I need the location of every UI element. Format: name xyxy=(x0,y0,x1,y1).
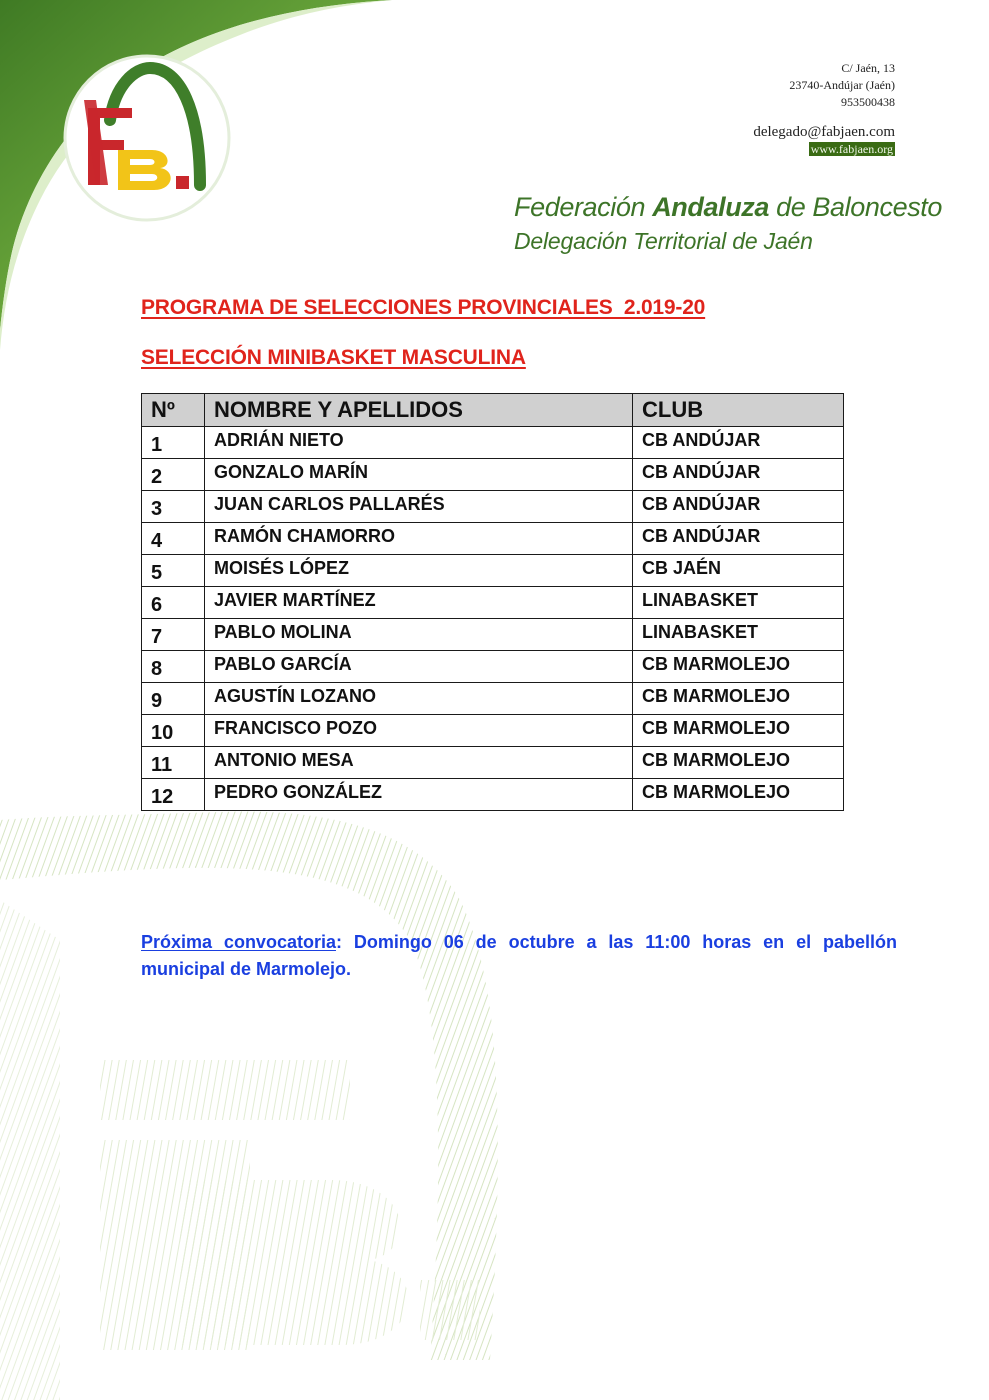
player-name: PEDRO GONZÁLEZ xyxy=(205,779,633,811)
player-name: PABLO MOLINA xyxy=(205,619,633,651)
player-name: PABLO GARCÍA xyxy=(205,651,633,683)
player-club: CB ANDÚJAR xyxy=(633,491,844,523)
table-row xyxy=(142,651,844,683)
federation-header xyxy=(514,190,942,256)
contact-email-link[interactable]: delegado@fabjaen.com xyxy=(753,124,895,140)
table-row xyxy=(142,523,844,555)
header-name: NOMBRE Y APELLIDOS xyxy=(205,394,633,427)
table-row xyxy=(142,779,844,811)
program-heading: PROGRAMA DE SELECCIONES PROVINCIALES 2.019-20 xyxy=(141,296,706,319)
row-number: 5 xyxy=(142,555,205,587)
table-row xyxy=(142,459,844,491)
player-name: GONZALO MARÍN xyxy=(205,459,633,491)
table-row xyxy=(142,555,844,587)
player-club: CB JAÉN xyxy=(633,555,844,587)
player-club: CB MARMOLEJO xyxy=(633,747,844,779)
selection-heading: SELECCIÓN MINIBASKET MASCULINA xyxy=(141,346,526,369)
white-block xyxy=(728,1210,933,1320)
player-club: CB ANDÚJAR xyxy=(633,427,844,459)
player-club: LINABASKET xyxy=(633,619,844,651)
row-number: 12 xyxy=(142,779,205,811)
row-number: 10 xyxy=(142,715,205,747)
row-number: 2 xyxy=(142,459,205,491)
player-name: MOISÉS LÓPEZ xyxy=(205,555,633,587)
federation-name-bold: Andaluza xyxy=(652,192,769,222)
table-row xyxy=(142,491,844,523)
player-club: CB ANDÚJAR xyxy=(633,523,844,555)
notice-text: : Domingo 06 de octubre a las 11:00 horas en el pabellón municipal de Marmolejo. xyxy=(141,932,897,979)
player-name: AGUSTÍN LOZANO xyxy=(205,683,633,715)
contact-postal-city: 23740-Andújar (Jaén) xyxy=(789,78,895,92)
player-name: JAVIER MARTÍNEZ xyxy=(205,587,633,619)
row-number: 3 xyxy=(142,491,205,523)
table-row xyxy=(142,427,844,459)
contact-street: C/ Jaén, 13 xyxy=(841,61,895,75)
header-club: CLUB xyxy=(633,394,844,427)
player-name: JUAN CARLOS PALLARÉS xyxy=(205,491,633,523)
row-number: 8 xyxy=(142,651,205,683)
fb-logo xyxy=(65,56,229,220)
federation-name-part1: Federación xyxy=(514,192,653,222)
federation-name-part2: de Baloncesto xyxy=(769,192,943,222)
player-club: CB ANDÚJAR xyxy=(633,459,844,491)
table-row xyxy=(142,747,844,779)
roster-table xyxy=(141,393,844,811)
row-number: 4 xyxy=(142,523,205,555)
player-club: CB MARMOLEJO xyxy=(633,779,844,811)
table-row xyxy=(142,683,844,715)
watermark xyxy=(0,812,498,1400)
player-club: LINABASKET xyxy=(633,587,844,619)
table-row xyxy=(142,715,844,747)
notice-lead: Próxima convocatoria xyxy=(141,932,336,952)
player-name: RAMÓN CHAMORRO xyxy=(205,523,633,555)
player-club: CB MARMOLEJO xyxy=(633,651,844,683)
player-name: ANTONIO MESA xyxy=(205,747,633,779)
player-name: FRANCISCO POZO xyxy=(205,715,633,747)
row-number: 11 xyxy=(142,747,205,779)
row-number: 9 xyxy=(142,683,205,715)
player-name: ADRIÁN NIETO xyxy=(205,427,633,459)
contact-phone: 953500438 xyxy=(841,95,895,109)
table-header-row xyxy=(142,394,844,427)
row-number: 7 xyxy=(142,619,205,651)
table-row xyxy=(142,619,844,651)
contact-block xyxy=(753,60,895,158)
player-club: CB MARMOLEJO xyxy=(633,715,844,747)
table-row xyxy=(142,587,844,619)
row-number: 1 xyxy=(142,427,205,459)
header-number: Nº xyxy=(142,394,205,427)
delegation-name: Delegación Territorial de Jaén xyxy=(514,228,813,254)
row-number: 6 xyxy=(142,587,205,619)
federation-name xyxy=(514,190,942,224)
next-call-notice xyxy=(141,929,897,983)
player-club: CB MARMOLEJO xyxy=(633,683,844,715)
contact-website-link[interactable]: www.fabjaen.org xyxy=(810,142,893,156)
